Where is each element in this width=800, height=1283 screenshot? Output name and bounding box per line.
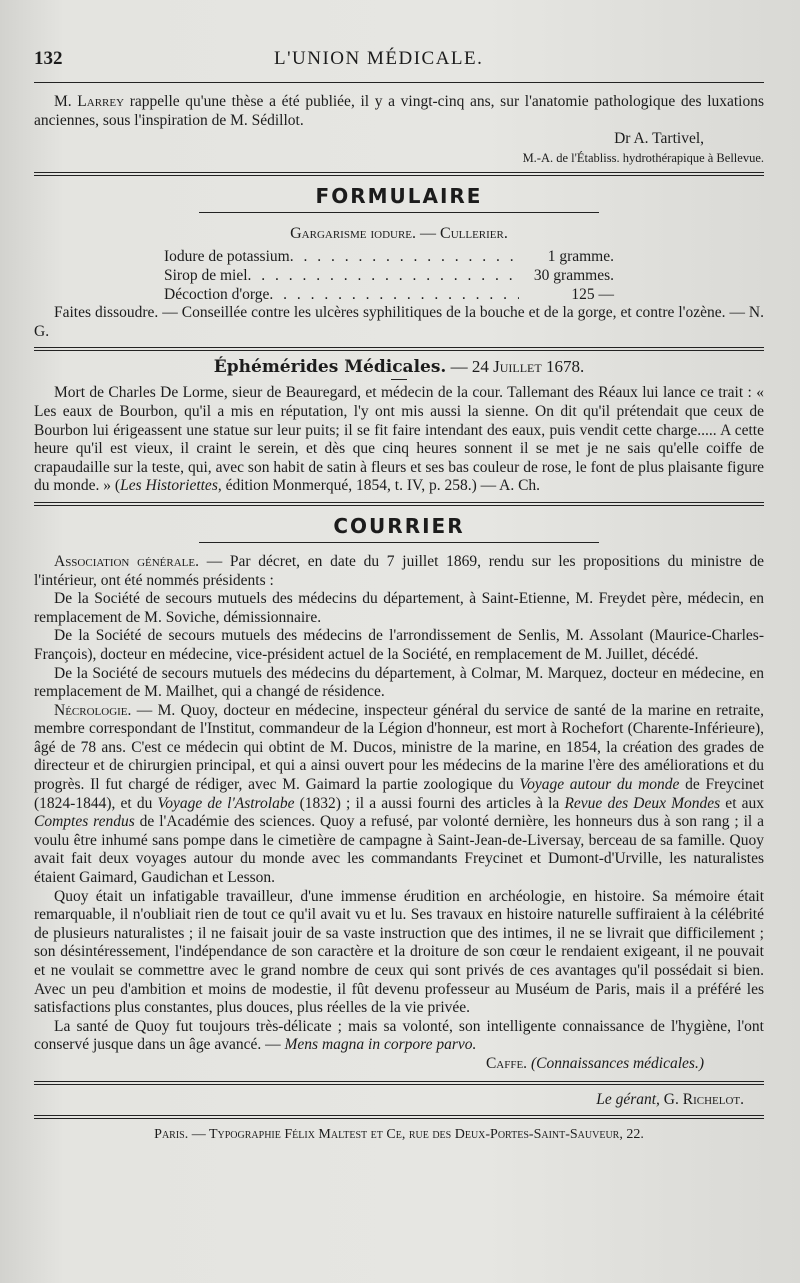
ephemerides-text-part: Mort de Charles De Lorme, sieur de Beauregard, et médecin de la cour. Tallemant des Réaux lui lance ce trait : « Les eaux de Bourbon, qu'il a mis en réputation, l'y ont mis aussi la sienne. On dit qu'il prétendait que ceux de Bourbon lui érigeassent une statue sur leur puits; il se fit faire intendant des eaux, puis vendit cette charge..... A cette heure qu'il est vieux, il craint le serein, et dès que cinq heures sonnent il se met je ne sais qu'elle coiffe de crapaudaille sur la teste, qui, avec son habit de satin à fleurs et ses bas couleur de rose, le font de plus plaisante figure du monde. » ( [34, 384, 764, 495]
printer-imprint: Paris. — Typographie Félix Maltest et Ce, rue des Deux-Portes-Saint-Sauveur, 22. [154, 1126, 644, 1142]
association-text: — Par décret, en date du 7 juillet 1869, rendu sur les propositions du ministre de l'intérieur, ont été nommés présidents : [34, 552, 764, 589]
quoy-paragraph: Quoy était un infatigable travailleur, d'une immense érudition en archéologie, en histoire. Sa mémoire était remarquable, il n'oubliait rien de tout ce qu'il avait vu et lu. Ses travaux en histoire naturelle suffiraient à la célébrité de plusieurs naturalistes ; il ne faisait jouir de sa vaste instruction que des intimes, il ne se livrait que difficilement ; son désintéressement, l'indépendance de son caractère et la droiture de son cœur le rendaient exigeant, il ne pouvait et ne voulait se commettre avec le grand nombre de ceux qui sont privés de ces avantages qu'il possédait si bien. Avec un peu d'ambition et moins de modestie, il fût devenu professeur au Muséum de Paris, mais il a préféré les satisfactions plus constantes, plus douces, plus réelles de la vie privée. [34, 887, 764, 1017]
ingredient-name: Iodure de potassium [164, 248, 290, 266]
leader-dots [248, 266, 519, 285]
necrologie-text: — M. Quoy, docteur en médecine, inspecteur général du service de santé de la marine en retraite, membre correspondant de l'Institut, commandeur de la Légion d'honneur, est mort à Rochefort (Charente-Inférieure), âgé de 78 ans. C'est ce médecin qui obtint de M. Ducos, ministre de la marine, en 1854, la création des grades de directeur et de chirurgien principal, et qui a ainsi ouvert pour les médecins de la marine l'ère des améliorations et du progrès. Il fut chargé de rédiger, avec M. Gaimard la partie zoologique du [34, 701, 764, 794]
formulaire-underline [199, 212, 599, 213]
journal-title: L'UNION MÉDICALE. [274, 48, 484, 69]
ephemerides-title: Éphémérides Médicales. [213, 357, 447, 378]
footer-divider [34, 1115, 764, 1119]
courrier-paragraph: De la Société de secours mutuels des médecins du département, à Colmar, M. Marquez, docteur en médecine, en remplacement de M. Mailhet, qui a changé de résidence. [34, 664, 764, 701]
caffe-name: Caffe. [485, 1054, 528, 1072]
ephemerides-heading [34, 357, 764, 377]
association-label: Association générale. [54, 552, 199, 570]
larrey-text: rappelle qu'une thèse a été publiée, il y a vingt-cinq ans, sur l'anatomie pathologique des luxations anciennes, sous l'inspiration de M. Sédillot. [34, 93, 765, 129]
courrier-paragraph: De la Société de secours mutuels des médecins du département, à Saint-Etienne, M. Freydet père, médecin, en remplacement de M. Soviche, démissionnaire. [34, 590, 764, 626]
association-paragraph [34, 553, 764, 590]
sante-paragraph [34, 1018, 764, 1055]
latin-quote: Mens magna in corpore parvo. [284, 1036, 477, 1054]
header-rule [34, 82, 764, 83]
necrologie-text: et aux [720, 794, 765, 812]
work-title: Voyage autour du monde [519, 776, 680, 794]
larrey-name: M. Larrey [54, 93, 125, 110]
necrologie-text: (1832) ; il a aussi fourni des articles à la [294, 794, 565, 812]
courrier-underline [199, 542, 599, 543]
gerant-label: Le gérant, [596, 1090, 660, 1108]
work-title: Voyage de l'Astrolabe [157, 794, 295, 812]
formulaire-title: FORMULAIRE [315, 184, 483, 209]
courrier-title: COURRIER [333, 513, 465, 538]
necrologie-label: Nécrologie. [54, 701, 132, 719]
necrologie-paragraph [34, 702, 764, 888]
sante-text: La santé de Quoy fut toujours très-délicate ; mais sa volonté, son intelligente connaissance de l'hygiène, l'ont conservé jusque dans un âge avancé. — [34, 1017, 764, 1054]
caffe-source: (Connaissances médicales.) [530, 1054, 704, 1072]
ingredient-quantity: 125 — [571, 286, 614, 304]
gerant-signature [34, 1091, 744, 1109]
ingredient-quantity: 1 gramme. [547, 248, 614, 266]
ingredient-quantity: 30 grammes. [533, 267, 614, 285]
recipe-list [164, 247, 614, 304]
leader-dots [269, 285, 519, 304]
gerant-name: G. Richelot. [663, 1090, 744, 1108]
necrologie-text: de l'Académie des sciences. Quoy a refusé, par volonté dernière, les honneurs dus à son rang ; il a voulu être inhumé sans pompe dans le cimetière de campagne à Saint-Jean-de-Liversay, berceau de sa famille. Quoy avait fait deux voyages autour du monde avec les commandants Freycinet et Dumont-d'Urville, les naturalistes étaient Gaimard, Gaudichan et Lesson. [34, 813, 764, 887]
page-number: 132 [34, 48, 63, 69]
section-divider [34, 347, 764, 351]
section-divider [34, 502, 764, 506]
leader-dots [290, 247, 519, 266]
recipe-item [164, 266, 614, 285]
section-divider [34, 172, 764, 176]
courrier-paragraph: De la Société de secours mutuels des médecins de l'arrondissement de Senlis, M. Assolant (Maurice-Charles-François), docteur en médecine, vice-président actuel de la Société, en remplacement de M. Juillet, décédé. [34, 627, 764, 663]
signature: Dr A. Tartivel, [614, 130, 704, 148]
recipe-title: Gargarisme iodure. — Cullerier. [290, 225, 508, 243]
ephemerides-source: Les Historiettes [120, 477, 218, 495]
larrey-paragraph [34, 93, 764, 130]
ephemerides-text [34, 384, 764, 496]
footer-divider [34, 1081, 764, 1085]
signature-affiliation: M.-A. de l'Établiss. hydrothérapique à Bellevue. [522, 151, 764, 166]
recipe-instruction: Faites dissoudre. — Conseillée contre les ulcères syphilitiques de la bouche et de la gorge, et contre l'ozène. — N. G. [34, 304, 764, 340]
recipe-item [164, 247, 614, 266]
work-title: Revue des Deux Mondes [564, 794, 721, 812]
ephemerides-date: — 24 Juillet 1678. [450, 357, 585, 377]
necrologie-text: de Freycinet (1824-1844), et du [34, 776, 764, 812]
ingredient-name: Décoction d'orge [164, 286, 270, 304]
page-header [34, 48, 764, 78]
caffe-signature [34, 1055, 704, 1073]
ingredient-name: Sirop de miel [164, 267, 248, 285]
work-title: Comptes rendus [34, 813, 135, 831]
ephemerides-text-part: , édition Monmerqué, 1854, t. IV, p. 258.) — A. Ch. [217, 477, 541, 495]
ephemerides-dash [391, 379, 407, 380]
recipe-item [164, 285, 614, 304]
